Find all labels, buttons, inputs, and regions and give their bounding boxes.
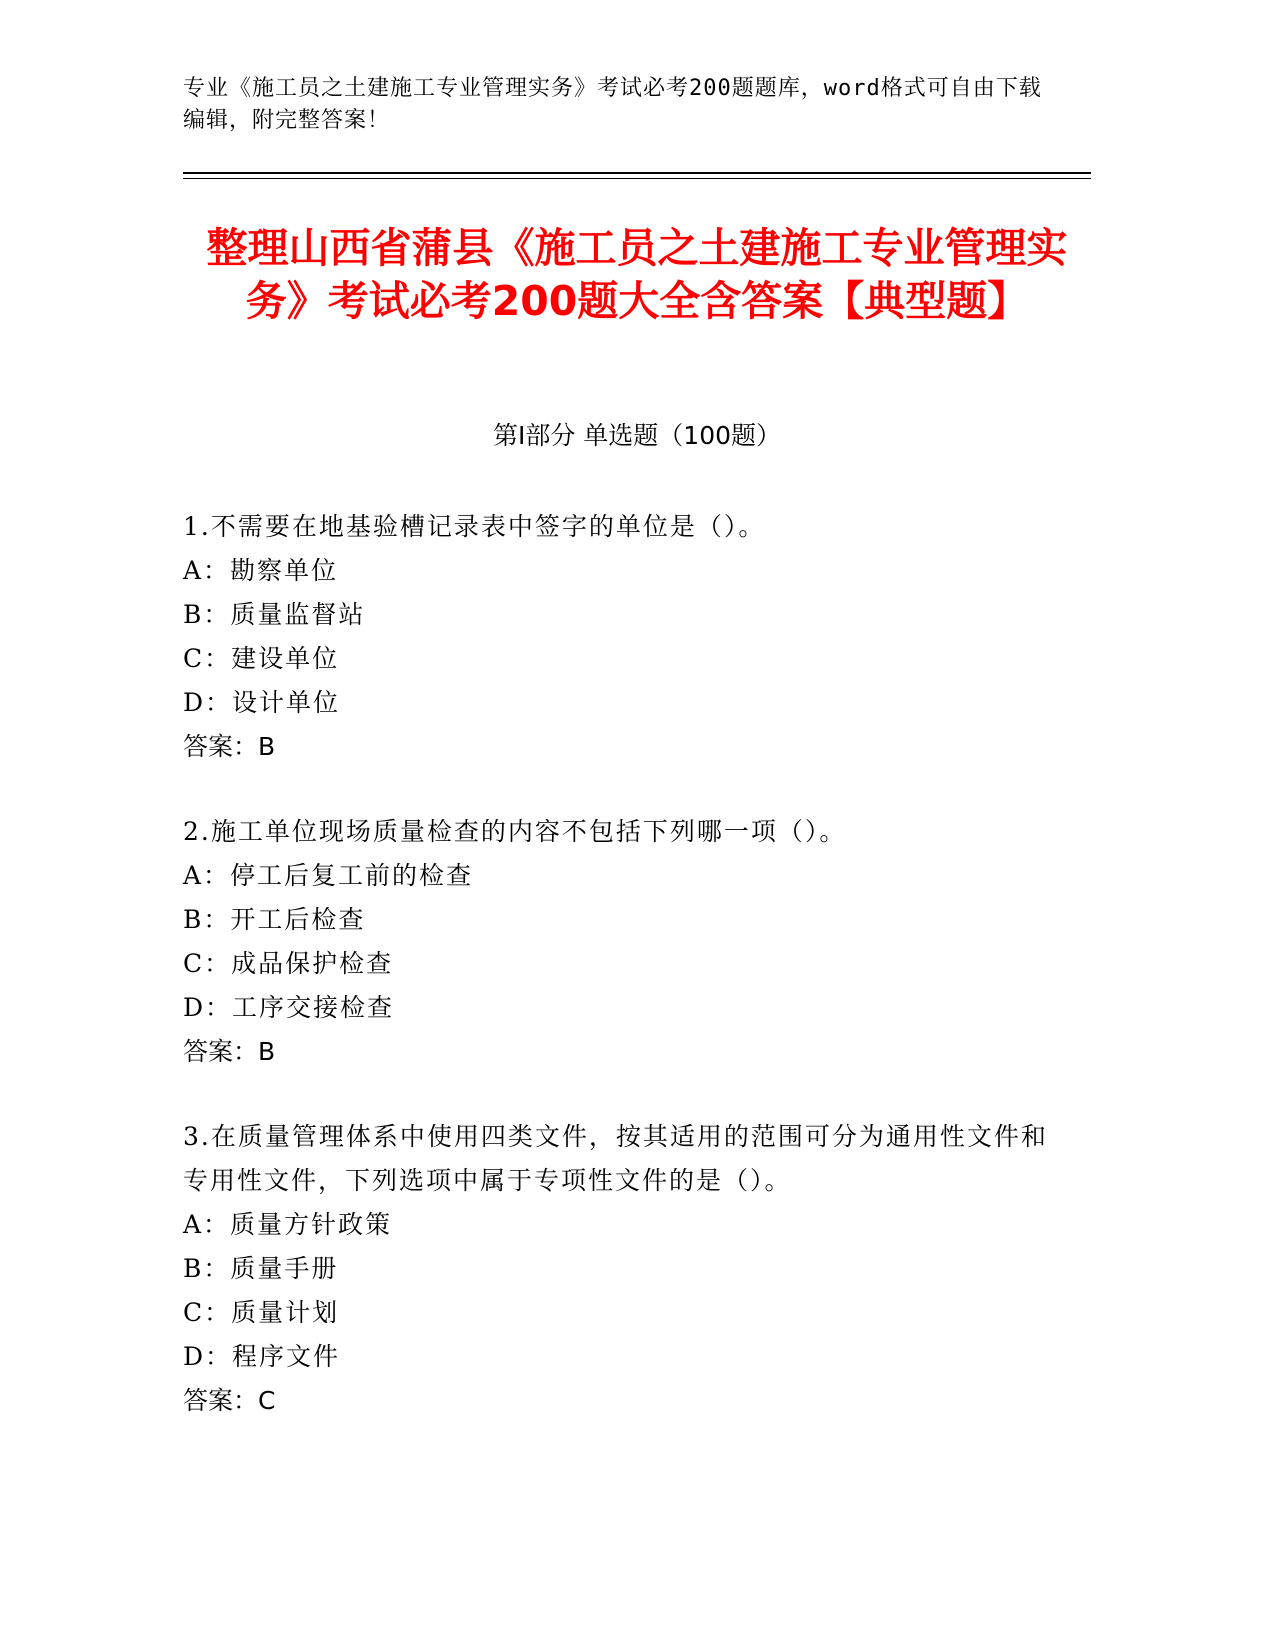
question-text: 3.在质量管理体系中使用四类文件，按其适用的范围可分为通用性文件和专用性文件，下列选项中属于专项性文件的是（）。 — [183, 1122, 1048, 1195]
question-block — [183, 1115, 1063, 1423]
question-text: 1.不需要在地基验槽记录表中签字的单位是（）。 — [183, 512, 766, 541]
header-divider-thick — [183, 172, 1091, 174]
header-divider-thin — [183, 178, 1091, 179]
option-a: A：勘察单位 — [183, 556, 339, 585]
option-a: A：质量方针政策 — [183, 1210, 393, 1239]
header-text: 专业《施工员之土建施工专业管理实务》考试必考200题题库，word格式可自由下载编辑，附完整答案！ — [183, 76, 1042, 133]
option-b: B：质量监督站 — [183, 600, 366, 629]
option-a: A：停工后复工前的检查 — [183, 861, 474, 890]
question-block — [183, 505, 1063, 769]
question-block — [183, 810, 1063, 1074]
section-title: 第Ⅰ部分 单选题（100题） — [492, 421, 782, 450]
option-c: C：成品保护检查 — [183, 949, 394, 978]
answer-text: 答案：C — [183, 1386, 276, 1415]
option-b: B：质量手册 — [183, 1254, 339, 1283]
document-title: 整理山西省蒲县《施工员之土建施工专业管理实务》考试必考200题大全含答案【典型题】 — [206, 224, 1068, 325]
question-text: 2.施工单位现场质量检查的内容不包括下列哪一项（）。 — [183, 817, 847, 846]
option-c: C：建设单位 — [183, 644, 340, 673]
option-b: B：开工后检查 — [183, 905, 366, 934]
answer-text: 答案：B — [183, 732, 276, 761]
option-d: D：程序文件 — [183, 1342, 341, 1371]
answer-text: 答案：B — [183, 1037, 276, 1066]
option-c: C：质量计划 — [183, 1298, 340, 1327]
option-d: D：工序交接检查 — [183, 993, 395, 1022]
option-d: D：设计单位 — [183, 688, 341, 717]
